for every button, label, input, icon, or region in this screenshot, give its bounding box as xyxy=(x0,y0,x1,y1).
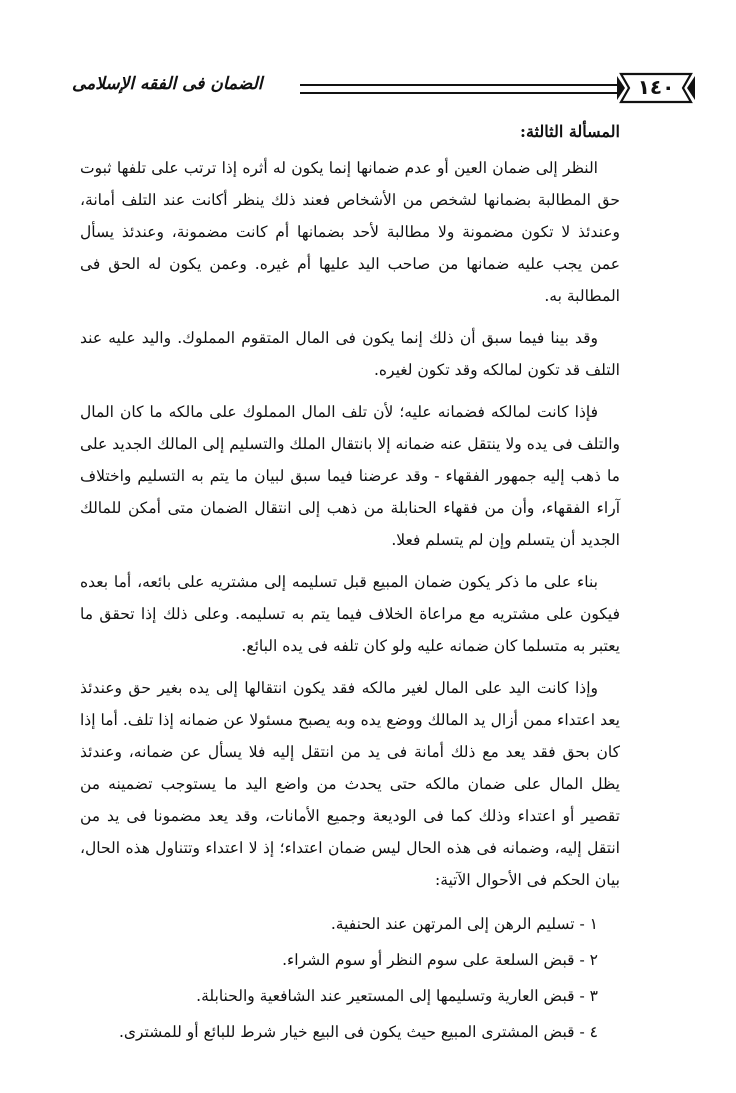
paragraph: وقد بينا فيما سبق أن ذلك إنما يكون فى المال المتقوم المملوك. واليد عليه عند التلف قد تكون لمالكه وقد تكون لغيره. xyxy=(80,329,620,379)
cases-list xyxy=(80,906,620,1050)
list-item: ٢ - قبض السلعة على سوم النظر أو سوم الشراء. xyxy=(282,951,598,969)
paragraph: بناء على ما ذكر يكون ضمان المبيع قبل تسليمه إلى مشتريه على بائعه، أما بعده فيكون على مشتريه مع مراعاة الخلاف فيما يتم به تسليمه. وعلى ذلك إذا تحقق ما يعتبر به متسلما كان ضمانه عليه ولو كان تلفه فى يده البائع. xyxy=(80,573,620,655)
list-item: ٣ - قبض العارية وتسليمها إلى المستعير عند الشافعية والحنابلة. xyxy=(196,987,598,1005)
paragraph: وإذا كانت اليد على المال لغير مالكه فقد يكون انتقالها إلى يده بغير حق وعندئذ يعد اعتداء ممن أزال يد المالك ووضع يده وبه يصبح مسئولا عن ضمانه إذا تلف. أما إذا كان بحق فقد يعد مع ذلك أمانة فى يد من انتقل إليه فلا يسأل عن ضمانه، وعندئذ يظل المال على ضمان مالكه حتى يحدث من واضع اليد ما يستوجب تضمينه من تقصير أو اعتداء وذلك كما فى الوديعة وجميع الأمانات، وقد يعد مضمونا فى يد من انتقل إليه، وضمانه فى هذه الحال ليس ضمان اعتداء؛ إذ لا اعتداء وتتناول هذه الحال، بيان الحكم فى الأحوال الآتية: xyxy=(80,679,620,889)
page-header xyxy=(60,72,680,112)
page-number-box xyxy=(617,72,695,104)
page-body xyxy=(80,118,620,1050)
header-rule xyxy=(300,84,618,94)
section-heading: المسألة الثالثة: xyxy=(520,122,620,141)
list-item: ١ - تسليم الرهن إلى المرتهن عند الحنفية. xyxy=(330,915,598,933)
list-item: ٤ - قبض المشترى المبيع حيث يكون فى البيع خيار شرط للبائع أو للمشترى. xyxy=(118,1023,598,1041)
paragraph: النظر إلى ضمان العين أو عدم ضمانها إنما يكون له أثره إذا ترتب على تلفها ثبوت حق المطالبة بضمانها لشخص من الأشخاص فعند ذلك ينظر أكانت عند التلف أمانة، وعندئذ لا تكون مضمونة ولا مطالبة لأحد بضمانها أم كانت مضمونة، وعندئذ يسأل عمن يجب عليه ضمانها من صاحب اليد عليها أم غيره. وعمن يكون له الحق فى المطالبة به. xyxy=(80,159,620,305)
running-title: الضمان فى الفقه الإسلامى xyxy=(72,74,263,94)
page-number: ١٤٠ xyxy=(637,75,675,99)
paragraph: فإذا كانت لمالكه فضمانه عليه؛ لأن تلف المال المملوك على مالكه ما كان المال والتلف فى يده ولا ينتقل عنه ضمانه إلا بانتقال الملك والتسليم إلى المالك الجديد على ما ذهب إليه جمهور الفقهاء - وقد عرضنا فيما سبق لبيان ما يتم به التسليم واختلاف آراء الفقهاء، وأن من فقهاء الحنابلة من ذهب إلى انتقال الضمان متى أمكن للمالك الجديد أن يتسلم وإن لم يتسلم فعلا. xyxy=(80,403,620,549)
